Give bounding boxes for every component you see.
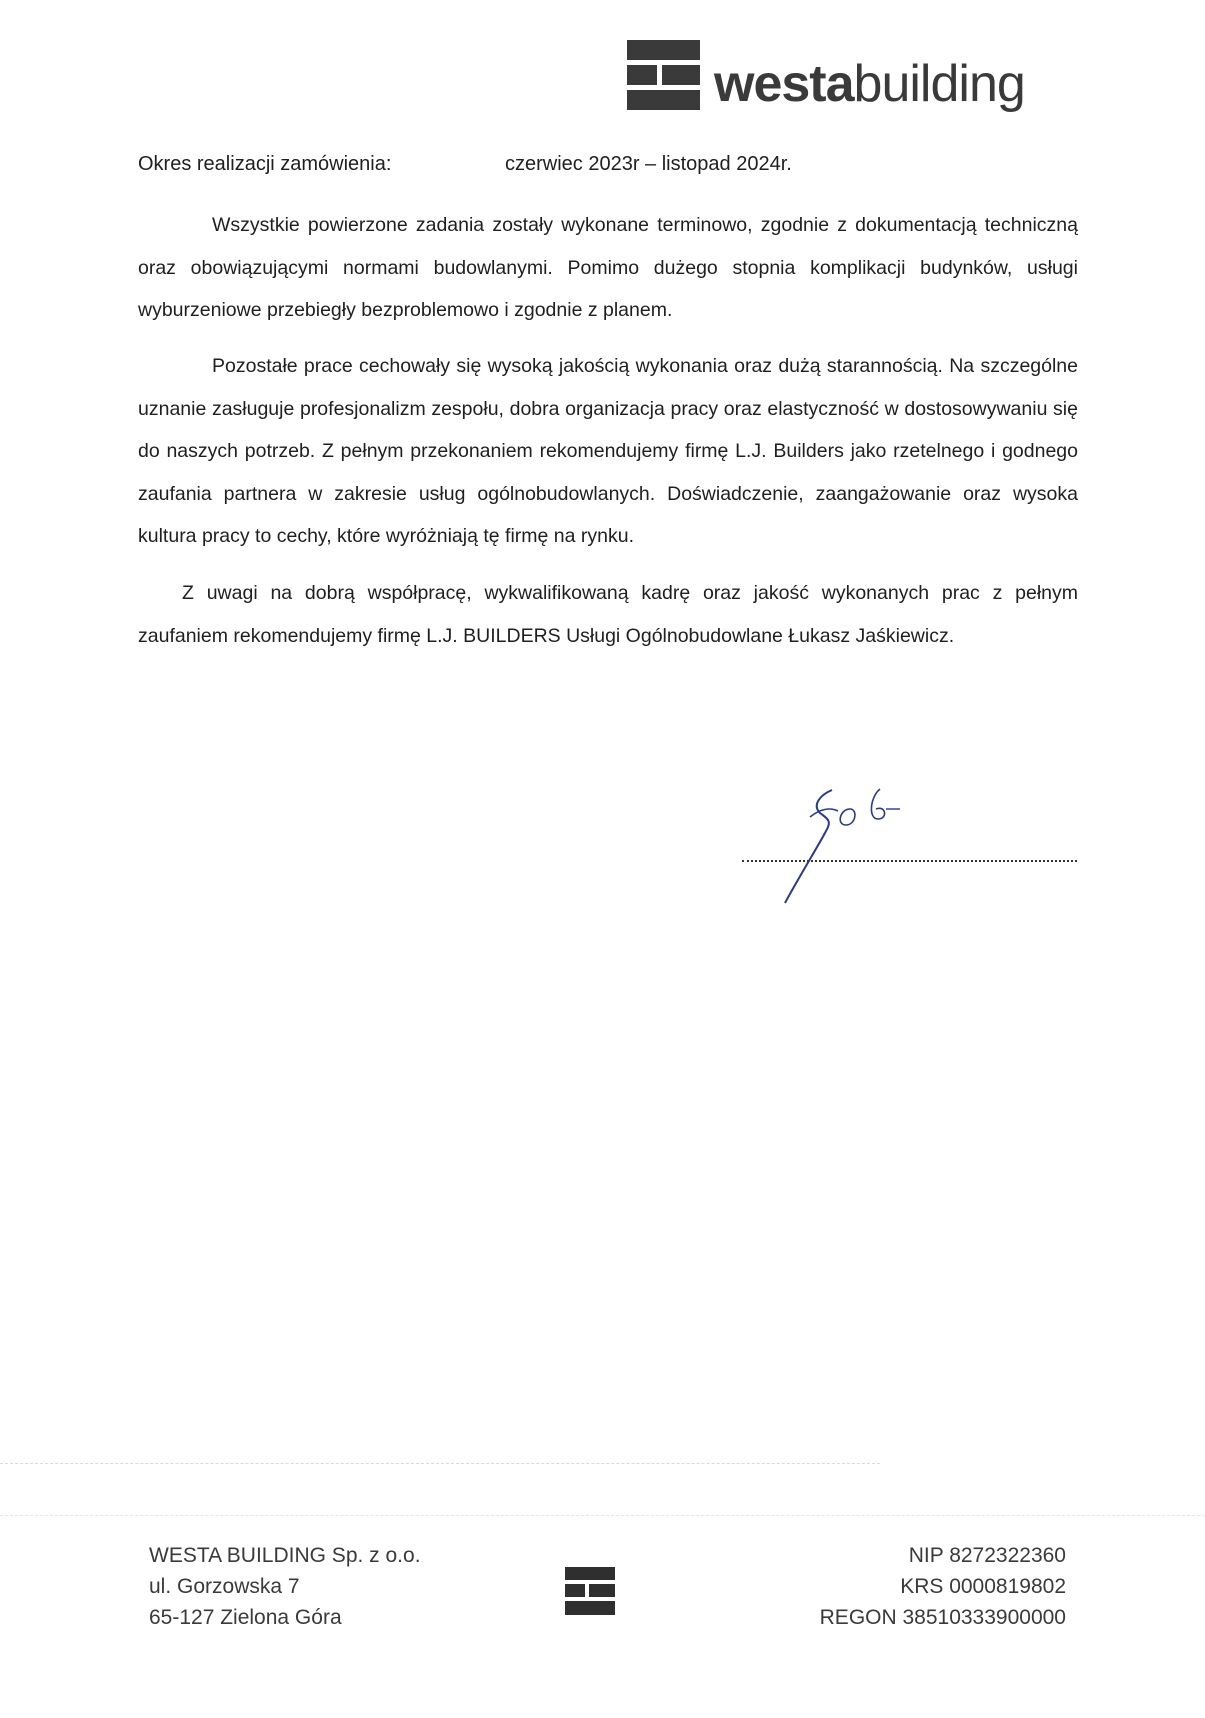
footer-address <box>149 1540 421 1633</box>
brick-logo-icon <box>627 40 700 110</box>
period-label: Okres realizacji zamówienia: <box>138 153 392 175</box>
footer-company-name: WESTA BUILDING Sp. z o.o. <box>149 1544 421 1567</box>
logo-wordmark-light: building <box>853 55 1025 113</box>
footer-divider-top <box>0 1463 880 1464</box>
paragraph-3: Z uwagi na dobrą współpracę, wykwalifikowaną kadrę oraz jakość wykonanych prac z pełnym zaufaniem rekomendujemy firmę L.J. BUILDERS Usługi Ogólnobudowlane Łukasz Jaśkiewicz. <box>138 582 1078 647</box>
logo-wordmark <box>714 54 1025 114</box>
footer-divider-bottom <box>0 1515 1205 1516</box>
paragraph-2: Pozostałe prace cechowały się wysoką jakością wykonania oraz dużą starannością. Na szczególne uznanie zasługuje profesjonalizm zespołu, dobra organizacja pracy oraz elastyczność w dostosowywaniu się do naszych potrzeb. Z pełnym przekonaniem rekomendujemy firmę L.J. Builders jako rzetelnego i godnego zaufania partnera w zakresie usług ogólnobudowlanych. Doświadczenie, zaangażowanie oraz wysoka kultura pracy to cechy, które wyróżniają tę firmę na rynku. <box>138 355 1078 547</box>
footer-street: ul. Gorzowska 7 <box>149 1575 300 1598</box>
period-value: czerwiec 2023r – listopad 2024r. <box>505 153 792 175</box>
footer-nip: NIP 8272322360 <box>908 1544 1066 1567</box>
signature-dotted-line <box>742 860 1077 862</box>
footer-krs: KRS 0000819802 <box>900 1575 1066 1598</box>
westa-building-logo <box>627 40 1067 120</box>
footer-registration-ids <box>820 1540 1066 1633</box>
footer-regon: REGON 38510333900000 <box>819 1606 1066 1629</box>
paragraph-1: Wszystkie powierzone zadania zostały wykonane terminowo, zgodnie z dokumentacją techniczną oraz obowiązującymi normami budowlanymi. Pomimo dużego stopnia komplikacji budynków, usługi wyburzeniowe przebiegły bezproblemowo i zgodnie z planem. <box>138 214 1078 321</box>
handwritten-signature <box>780 785 930 905</box>
logo-wordmark-bold: westa <box>714 55 854 113</box>
footer-brick-logo-icon <box>565 1567 615 1615</box>
footer-city: 65-127 Zielona Góra <box>149 1606 342 1629</box>
